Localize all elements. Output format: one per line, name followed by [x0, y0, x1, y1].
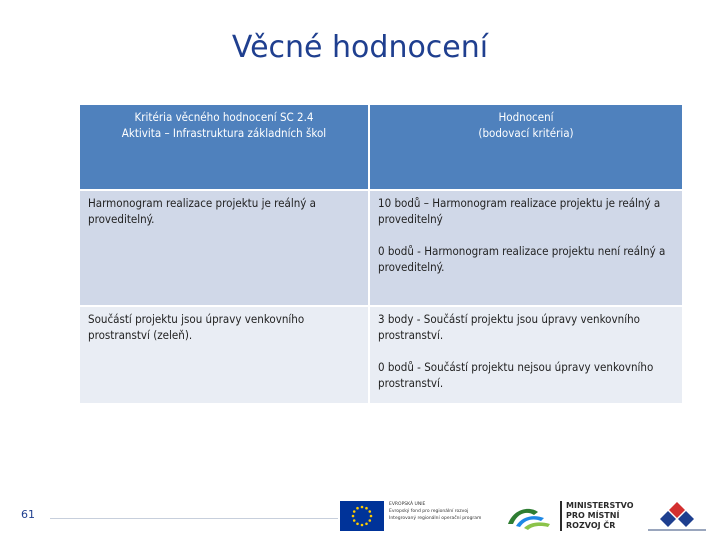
cr-logo-icon: [646, 500, 708, 534]
table-row: [79, 190, 683, 306]
header-evaluation: Hodnocení (bodovací kritéria): [369, 104, 683, 190]
footer-divider: [50, 518, 338, 519]
score-item: 0 bodů - Součástí projektu nejsou úpravy venkovního prostranství.: [378, 360, 654, 390]
score-item: 0 bodů - Harmonogram realizace projektu není reálný a proveditelný.: [378, 244, 666, 274]
page-title: Věcné hodnocení: [231, 30, 489, 65]
irop-logo-icon: [504, 502, 554, 532]
score-cell: [369, 306, 683, 404]
ministry-logo-text: MINISTERSTVO PRO MÍSTNÍ ROZVOJ ČR: [560, 501, 646, 531]
eu-flag-icon: [340, 501, 384, 531]
score-item: 10 bodů – Harmonogram realizace projektu je reálný a proveditelný: [378, 196, 661, 226]
score-cell: [369, 190, 683, 306]
criterion-cell: Součástí projektu jsou úpravy venkovního prostranství (zeleň).: [79, 306, 369, 404]
eu-program-text: EVROPSKÁ UNIE Evropský fond pro regionální rozvoj Integrovaný regionální operační program: [389, 502, 482, 521]
score-item: 3 body - Součástí projektu jsou úpravy venkovního prostranství.: [378, 312, 640, 342]
table-row: [79, 306, 683, 404]
page-number: 61: [21, 508, 35, 521]
criteria-table: [78, 103, 684, 405]
criterion-cell: Harmonogram realizace projektu je reálný a proveditelný.: [79, 190, 369, 306]
table-header-row: [79, 104, 683, 190]
header-criteria: Kritéria věcného hodnocení SC 2.4 Aktivita – Infrastruktura základních škol: [79, 104, 369, 190]
